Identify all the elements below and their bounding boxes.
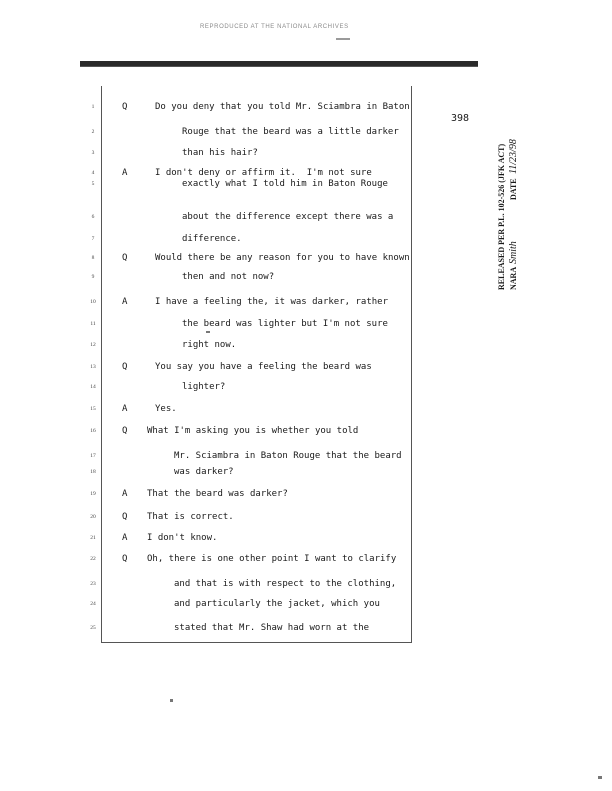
line-number: 20 (90, 514, 96, 520)
line-number: 19 (90, 491, 96, 497)
line-text: right now. (182, 340, 237, 350)
line-number: 24 (90, 601, 96, 607)
release-stamp (494, 105, 520, 290)
line-text: was darker? (174, 467, 234, 477)
line-text: Oh, there is one other point I want to clarify (147, 554, 397, 564)
line-text: and that is with respect to the clothing, (174, 579, 397, 589)
line-number: 16 (90, 428, 96, 434)
line-text: Do you deny that you told Mr. Sciambra in Baton (155, 102, 410, 112)
speaker-label: Q (122, 426, 128, 436)
line-number: 1 (91, 104, 95, 110)
line-number: 21 (90, 535, 96, 541)
scan-speck (598, 776, 602, 779)
archives-header-stamp: REPRODUCED AT THE NATIONAL ARCHIVES (200, 24, 349, 30)
line-text: That the beard was darker? (147, 489, 288, 499)
line-text: Would there be any reason for you to have known (155, 253, 410, 263)
line-text: I have a feeling the, it was darker, rather (155, 297, 388, 307)
line-text: I don't know. (147, 533, 218, 543)
line-number: 9 (91, 274, 95, 280)
line-number: 8 (91, 255, 95, 261)
speaker-label: A (122, 168, 128, 178)
line-number: 4 (91, 170, 95, 176)
line-text: What I'm asking you is whether you told (147, 426, 359, 436)
line-number: 18 (90, 469, 96, 475)
line-number: 22 (90, 556, 96, 562)
page-number: 398 (451, 113, 470, 124)
line-text: exactly what I told him in Baton Rouge (182, 179, 388, 189)
scan-speck (206, 331, 210, 333)
line-text: stated that Mr. Shaw had worn at the (174, 623, 370, 633)
line-text: You say you have a feeling the beard was (155, 362, 372, 372)
line-number: 23 (90, 581, 96, 587)
line-number: 25 (90, 625, 96, 631)
line-text: Yes. (155, 404, 177, 414)
line-text: Rouge that the beard was a little darker (182, 127, 399, 137)
line-number: 10 (90, 299, 96, 305)
speaker-label: Q (122, 512, 128, 522)
line-text: the beard was lighter but I'm not sure (182, 319, 388, 329)
line-text: than his hair? (182, 148, 258, 158)
line-number: 3 (91, 150, 95, 156)
line-text: about the difference except there was a (182, 212, 394, 222)
release-stamp-signature: Smith (508, 241, 519, 264)
line-text: difference. (182, 234, 242, 244)
line-text: I don't deny or affirm it. I'm not sure (155, 168, 372, 178)
line-number: 14 (90, 384, 96, 390)
release-stamp-date-label: DATE (509, 178, 518, 200)
release-stamp-nara: NARA (509, 266, 518, 290)
speaker-label: A (122, 489, 128, 499)
speaker-label: A (122, 404, 128, 414)
scan-speck (170, 699, 173, 702)
release-stamp-graphic (494, 105, 520, 290)
speaker-label: Q (122, 554, 128, 564)
speaker-label: A (122, 297, 128, 307)
line-text: lighter? (182, 382, 226, 392)
header-mark (336, 38, 350, 40)
line-number: 17 (90, 453, 96, 459)
line-text: and particularly the jacket, which you (174, 599, 380, 609)
release-stamp-date: 11/23/98 (508, 139, 519, 174)
line-number: 7 (91, 236, 95, 242)
speaker-label: Q (122, 253, 128, 263)
line-number: 13 (90, 364, 96, 370)
speaker-label: Q (122, 102, 128, 112)
line-number: 2 (91, 129, 95, 135)
release-stamp-line1: RELEASED PER P.L. 102-526 (JFK ACT) (497, 143, 506, 290)
line-number: 15 (90, 406, 96, 412)
line-number: 12 (90, 342, 96, 348)
line-text: That is correct. (147, 512, 234, 522)
line-number: 11 (90, 321, 96, 327)
line-number: 6 (91, 214, 95, 220)
line-text: then and not now? (182, 272, 275, 282)
speaker-label: A (122, 533, 128, 543)
line-text: Mr. Sciambra in Baton Rouge that the beard (174, 451, 402, 461)
top-rule (80, 61, 478, 67)
line-number: 5 (91, 181, 95, 187)
speaker-label: Q (122, 362, 128, 372)
